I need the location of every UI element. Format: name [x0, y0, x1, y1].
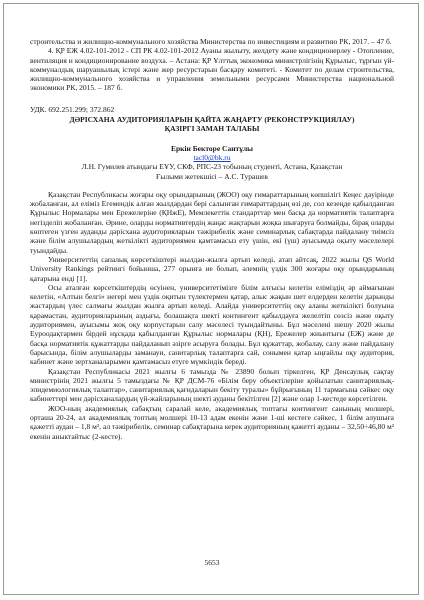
reference-item: 4. ҚР ЕЖ 4.02-101-2012 - СП РК 4.02-101-2012 Ауаны жылыту, желдету және кондиционерлеу - Отопление, вентиляция и кондиционирование воздуха. – Астана: ҚР Ұлттық экономика министрлігінің Құрылыс, тұрғын үй-коммуналдық шаруашылық істері және жер ресурстарын басқару комитеті. - Комитет по делам строительства, жилищно-коммунального хозяйства и управления земельными ресурсами Министерства национальной экономики РК, 2015. – 187 б. — [30, 46, 394, 93]
author-affiliation: Л.Н. Гумилев атындағы ЕҰУ, СКФ, РПС-23 тобының студенті, Астана, Қазақстан — [81, 162, 343, 172]
author-name: Еркін Бекторе Сантұлы — [170, 143, 254, 153]
body-paragraph: Қазақстан Республикасы 2021 жылғы 6 тамызда № 23890 болып тіркелген, ҚР Денсаулық сақтау министрінің 2021 жылғы 5 тамыздағы № ҚР ДСМ-76 «Білім беру объектілеріне қойылатын санитариялық-эпидемиологиялық талаптар», санитариялық қағидаларын бекіту туралы» бұйрығының 11 тармағына сәйкес оқу кабинеттері мен дәрісханалардың үй-жайларының шекті ауданы бекітілген [2] және олар 1-кестеде көрсетілген. — [30, 366, 394, 404]
udc-code: УДК. 692.251.299; 372.862 — [30, 104, 115, 114]
page-number: 5653 — [204, 558, 220, 567]
author-email-line — [30, 153, 394, 162]
reference-continuation: строительства и жилищно-коммунального хозяйства Министерства по инвестициям и развитию РК, 2017. – 47 б. — [30, 37, 392, 46]
title-line-2: ҚАЗІРГІ ЗАМАН ТАЛАБЫ — [164, 124, 260, 134]
page-content — [30, 37, 394, 441]
body-paragraph: Университеттің сапалық көрсеткіштері жылдан-жылға артып келеді, атап айтсақ, 2022 жылы QS World University Rankings рейтингі бойынша, 277 орынға ие болып, әлемнің үздік 300 жоғары оқу орындарының қатарына енді [1]. — [30, 254, 394, 283]
body-paragraph: Осы аталған көрсеткіштердің өсуінен, университетімізге білім алғысы келетін еліміздің әр аймағынан келетін, «Алтын белгі» иегері мен үздік оқитын түлектермен қатар, алыс жақын шет елдерден келетін дарынды жастардың үлес салмағы жылдан жылға артып келеді. Алайда университеттің оқу аланы жеткілікті болуына қарамастан, аудиторияларының аздығы, болашақта шекті контингент қабылдауға желелтіп сөзсіз және оқыту аудиториямен, ауысымы жоқ оқу корпустарын салу мәселесі туындайтыны. Бұл мәселені шешу 2020 жылы Еуроодақтармен бірдей нұсқада қабылданған Құрылыс нормалары (ҚН), Ережелер жиынтығы (ЕЖ) және де басқа нормативтік құжаттарды пайдаланып әзірге асыруға болады. Бұл құжаттар, жобалау, салу және пайдалану барысында, білім алушыларды заманауи, санитарлық талаптарға сай, сонымен қатар ыңғайлы оқу аудитория, кабинет және зертханаларымен қамтамасыз етуге мүмкіндік береді. — [30, 282, 394, 367]
body-paragraph: ЖОО-ның академиялық сабақтың саралай келе, академиялық топтағы контингент санының молшері, орташа 20-24, ал академиялық топтың молшері 10-13 адам екенін және 1-ші кестеге сәйкес, 1 білім алушыға қажетті аудан – 1,8 м², ал тәжірибелік, семинар сабақтарына керек аудиторияның қажетті ауданы – 32,50÷46,80 м² екенін аныктайтыс (2-кесте). — [30, 403, 394, 441]
supervisor: Ғылыми жетекшісі – А.С. Турашев — [156, 171, 268, 181]
author-email-link[interactable]: tacl0@bk.ru — [193, 152, 231, 162]
body-paragraph: Қазақстан Республикасы жоғары оқу орындарының (ЖОО) оқу ғимараттарының көпшілігі Кеңес дәуірінде жобаланған, ал еліміз Егемендік алған жылдардан бері салынған ғимараттардың өзі де, сол кезеңде қабылданған Құрылыс Нормалары мен Ережелеріне (ҚНжЕ), Мемлекеттік стандарттар мен басқа да нормативтік талаптарға негізделіп жобаланған. Әрине, оларды нормативтердің жаңас жақтарын жоқка шығаруға болмайды, бірақ оларды көптеген үзген ауданды дәрісхана аудиторияларын тәжірибелік және семинарлық сабақтарда пайдалану тиімсіз және білім алушылардың жеткілікті аудиториямен қамтамасыз ету үшін, екі (үш) ауысымда оқыту мәселелері туындайды. — [30, 189, 394, 255]
article-title — [30, 115, 394, 134]
title-line-1: ДӘРІСХАНА АУДИТОРИЯЛАРЫН ҚАЙТА ЖАҢАРТУ (РЕКОНСТРУКЦИЯЛАУ) — [69, 115, 355, 125]
